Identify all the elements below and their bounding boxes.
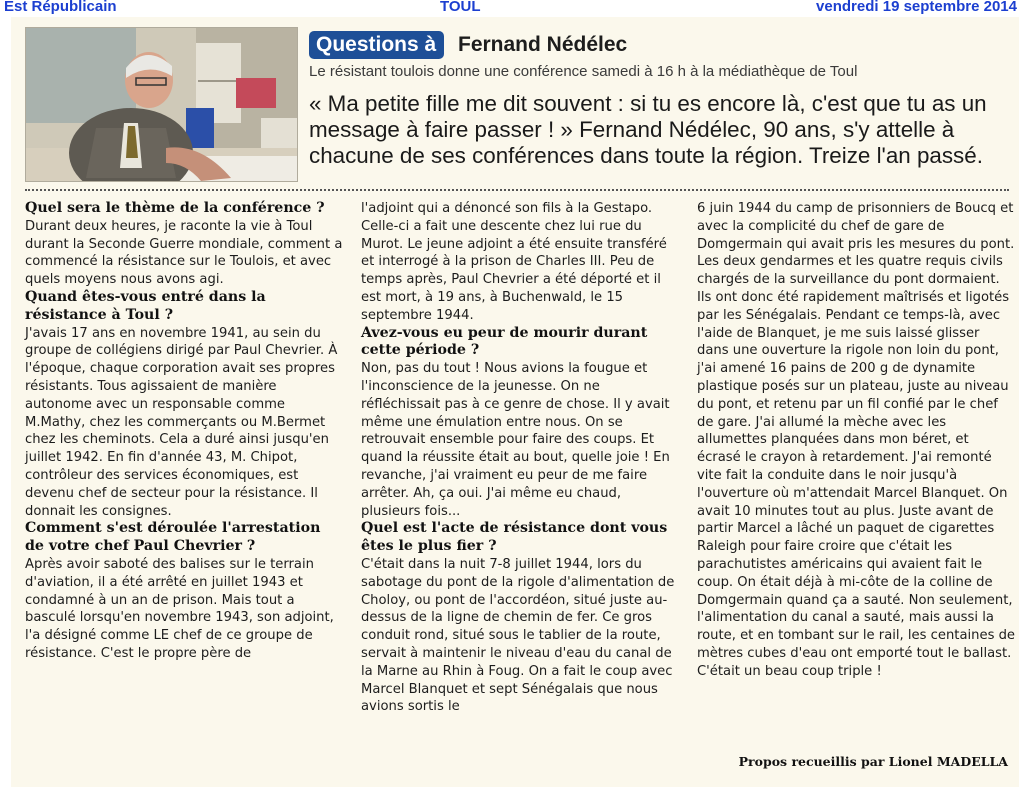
page-header bbox=[0, 0, 1031, 16]
article-clipping bbox=[11, 17, 1019, 787]
question: Quel est l'acte de résistance dont vous êtes le plus fier ? bbox=[361, 520, 668, 555]
article-subhead: Le résistant toulois donne une conférence samedi à 16 h à la médiathèque de Toul bbox=[309, 63, 858, 80]
answer: 6 juin 1944 du camp de prisonniers de Boucq et avec la complicité du chef de gare de Domgermain qui avait pris les mesures du pont. Les deux gendarmes et les quatre requis civils chargés de la surveillance du pont dormaient. Ils ont donc été rapidement maîtrisés et ligotés par les Sénégalais. Pendant ce temps-là, avec l'aide de Blanquet, je me suis laissé glisser dans une ouverture la rigole non loin du pont, j'ai amené 16 pains de 200 g de dynamite plastique posés sur un plateau, juste au niveau du pont, et retenu par un fil confié par le chef de gare. J'ai allumé la mèche avec les allumettes planquées dans mon béret, et écrasé le crayon à retardement. J'ai remonté vite fait la conduite dans le noir jusqu'à l'ouverture où m'attendait Marcel Blanquet. On avait 10 minutes tout au plus. Juste avant de partir Marcel a lâché un paquet de cigarettes Raleigh pour faire croire que c'était les parachutistes américains qui avaient fait le coup. On était déjà à mi-côte de la colline de Domgermain quand ça a sauté. Non seulement, l'alimentation du canal a sauté, mais aussi la route, et en tombant sur le rail, les centaines de mètres cubes d'eau ont emporté tout le ballast. C'était un beau coup triple ! bbox=[697, 201, 1016, 679]
answer: Après avoir saboté des balises sur le terrain d'aviation, il a été arrêté en juillet 1943 et condamné à un an de prison. Mais tout a basculé lorsqu'en novembre 1943, son adjoint, l'a désigné comme LE chef de ce groupe de résistance. C'est le propre père de bbox=[25, 556, 334, 661]
byline: Propos recueillis par Lionel MADELLA bbox=[738, 754, 1008, 769]
question: Quel sera le thème de la conférence ? bbox=[25, 200, 325, 216]
dotted-divider bbox=[25, 189, 1009, 191]
answer: Durant deux heures, je raconte la vie à Toul durant la Seconde Guerre mondiale, comment a commencé la résistance sur le Toulois, et avec quels moyens nous avons agi. bbox=[25, 218, 343, 288]
answer: Non, pas du tout ! Nous avions la fougue et l'inconscience de la jeunesse. On ne réfléchissait pas à ce genre de chose. Il y avait même une émulation entre nous. On se retrouvait ensemble pour faire des coups. Et quand la réussite était au bout, quelle joie ! En revanche, j'ai vraiment eu peur de me faire arrêter. Ah, ça oui. J'ai même eu chaud, plusieurs fois... bbox=[361, 361, 670, 519]
interview-tag: Questions à bbox=[309, 31, 444, 59]
text-column-1 bbox=[25, 200, 343, 663]
question: Avez-vous eu peur de mourir durant cette période ? bbox=[361, 324, 648, 359]
portrait-photo bbox=[25, 27, 298, 182]
publication-date: vendredi 19 septembre 2014 bbox=[816, 0, 1017, 15]
text-column-2 bbox=[361, 200, 679, 716]
answer: J'avais 17 ans en novembre 1941, au sein du groupe de collégiens dirigé par Paul Chevrier. À l'époque, chaque corporation avait ses propres résistants. Tous agissaient de manière autonome avec un responsable comme M.Mathy, chez les commerçants ou M.Bermet chez les cheminots. Cela a duré ainsi jusqu'en juillet 1942. En fin d'année 43, M. Chipot, contrôleur des services économiques, est devenu chef de secteur pour la résistance. Il donnait les consignes. bbox=[25, 325, 338, 519]
text-column-3 bbox=[697, 200, 1015, 681]
edition-city: TOUL bbox=[440, 0, 481, 15]
answer: l'adjoint qui a dénoncé son fils à la Gestapo. Celle-ci a fait une descente chez lui rue du Murot. Le jeune adjoint a été ensuite transféré et interrogé à la prison de Charles III. Peu de temps après, Paul Chevrier a été déporté et il est mort, à 19 ans, à Buchenwald, le 15 septembre 1944. bbox=[361, 201, 667, 323]
question: Quand êtes-vous entré dans la résistance à Toul ? bbox=[25, 288, 266, 323]
interviewee-name: Fernand Nédélec bbox=[458, 33, 628, 56]
newspaper-name: Est Républicain bbox=[4, 0, 117, 15]
answer: C'était dans la nuit 7-8 juillet 1944, lors du sabotage du pont de la rigole d'alimentation de Choloy, ou pont de l'accordéon, situé juste au-dessus de la ligne de chemin de fer. Ce gros conduit rond, situé sous le tablier de la route, servait à maintenir le niveau d'eau du canal de la Marne au Rhin à Foug. On a fait le coup avec Marcel Blanquet et sept Sénégalais que nous avions sortis le bbox=[361, 556, 675, 715]
question: Comment s'est déroulée l'arrestation de votre chef Paul Chevrier ? bbox=[25, 520, 321, 555]
article-lede: « Ma petite fille me dit souvent : si tu es encore là, c'est que tu as un message à faire passer ! » Fernand Nédélec, 90 ans, s'y attelle à chacune de ses conférences dans toute la région. Treize l'an passé. bbox=[309, 91, 987, 168]
